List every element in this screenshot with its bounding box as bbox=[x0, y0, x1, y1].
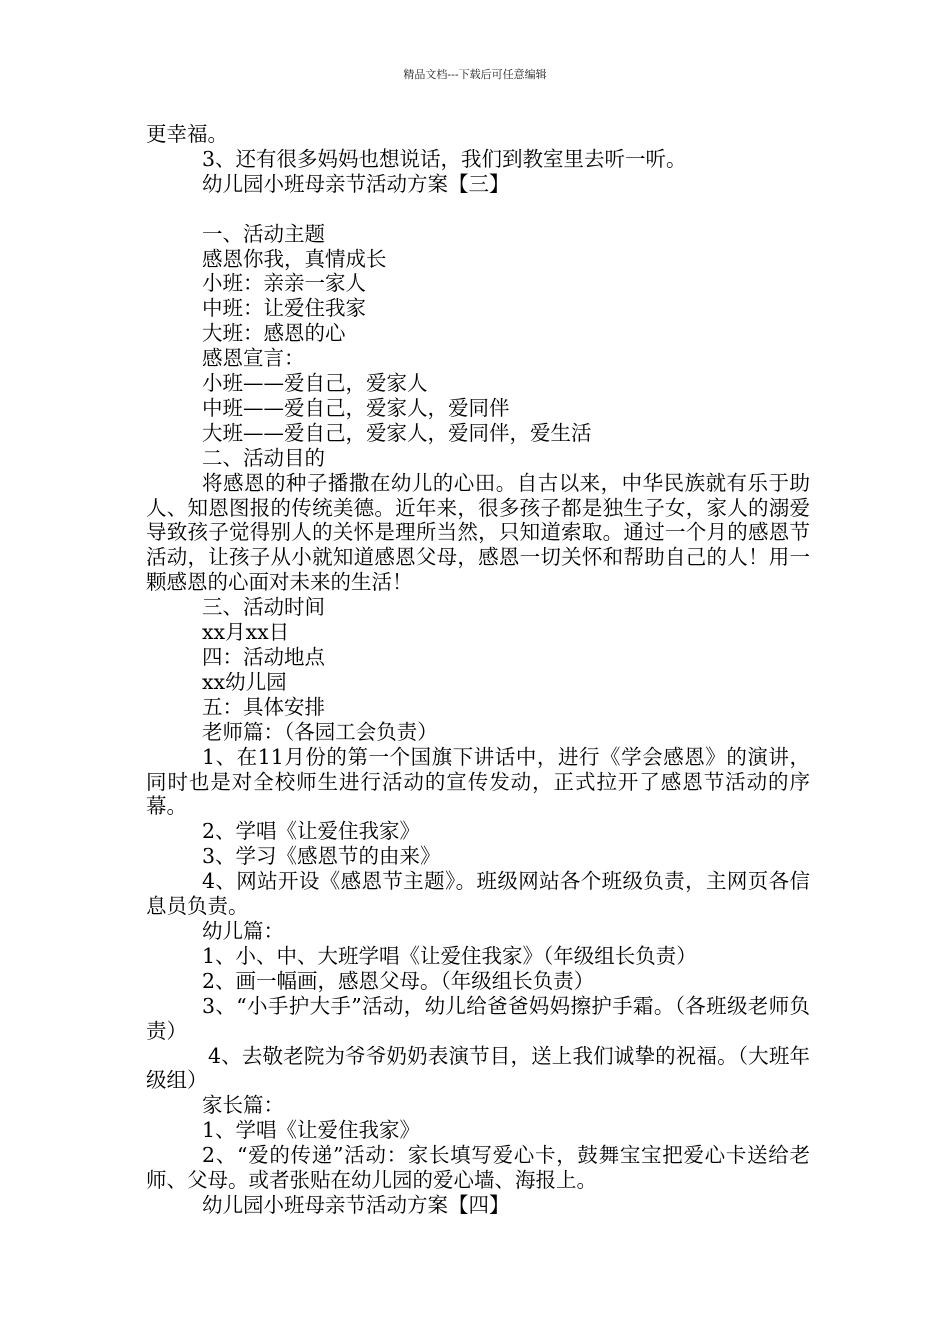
paragraph: xx幼儿园 bbox=[202, 669, 287, 694]
paragraph: 1、小、中、大班学唱《让爱住我家》（年级组长负责） bbox=[202, 943, 697, 968]
paragraph: 4、去敬老院为爷爷奶奶表演节目，送上我们诚挚的祝福。（大班年级组） bbox=[146, 1043, 810, 1093]
paragraph: 2、画一幅画，感恩父母。（年级组长负责） bbox=[202, 968, 595, 993]
paragraph: 大班——爱自己，爱家人，爱同伴，爱生活 bbox=[202, 420, 592, 445]
paragraph: 2、学唱《让爱住我家》 bbox=[202, 819, 421, 844]
blank-line bbox=[146, 197, 810, 222]
paragraph: 老师篇：（各园工会负责） bbox=[202, 719, 438, 744]
document-body bbox=[146, 122, 810, 1218]
section-heading: 三、活动时间 bbox=[202, 595, 325, 620]
paragraph: 中班：让爱住我家 bbox=[202, 296, 366, 321]
page-header: 精品文档---下载后可任意编辑 bbox=[403, 68, 547, 81]
section-heading: 四：活动地点 bbox=[202, 645, 325, 670]
paragraph: 家长篇： bbox=[202, 1093, 284, 1118]
paragraph: 将感恩的种子播撒在幼儿的心田。自古以来，中华民族就有乐于助人、知恩图报的传统美德。近年来，很多孩子都是独生子女，家人的溺爱导致孩子觉得别人的关怀是理所当然，只知道索取。通过一个月的感恩节活动，让孩子从小就知道感恩父母，感恩一切关怀和帮助自己的人！用一颗感恩的心面对未来的生活！ bbox=[146, 470, 810, 595]
paragraph: 幼儿篇： bbox=[202, 918, 284, 943]
section-heading: 一、活动主题 bbox=[202, 221, 325, 246]
paragraph: 感恩宣言： bbox=[202, 346, 305, 371]
paragraph: 更幸福。 bbox=[146, 122, 228, 146]
section-title: 幼儿园小班母亲节活动方案【四】 bbox=[202, 1192, 510, 1217]
paragraph: 中班——爱自己，爱家人，爱同伴 bbox=[202, 395, 510, 420]
paragraph: 4、网站开设《感恩节主题》。班级网站各个班级负责，主网页各信息员负责。 bbox=[146, 869, 810, 919]
paragraph: 小班——爱自己，爱家人 bbox=[202, 371, 428, 396]
paragraph: 3、还有很多妈妈也想说话，我们到教室里去听一听。 bbox=[202, 146, 687, 171]
paragraph: 1、学唱《让爱住我家》 bbox=[202, 1118, 421, 1143]
paragraph: 小班：亲亲一家人 bbox=[202, 271, 366, 296]
section-heading: 五：具体安排 bbox=[202, 694, 325, 719]
paragraph: 3、“小手护大手”活动，幼儿给爸爸妈妈擦护手霜。（各班级老师负责） bbox=[146, 993, 810, 1043]
paragraph: xx月xx日 bbox=[202, 620, 290, 645]
section-title: 幼儿园小班母亲节活动方案【三】 bbox=[202, 171, 510, 196]
paragraph: 感恩你我，真情成长 bbox=[202, 246, 387, 271]
section-heading: 二、活动目的 bbox=[202, 445, 325, 470]
paragraph: 3、学习《感恩节的由来》 bbox=[202, 844, 441, 869]
paragraph: 1、在11月份的第一个国旗下讲话中，进行《学会感恩》的演讲，同时也是对全校师生进行活动的宣传发动，正式拉开了感恩节活动的序幕。 bbox=[146, 744, 810, 819]
paragraph: 大班：感恩的心 bbox=[202, 321, 346, 346]
paragraph: 2、“爱的传递”活动：家长填写爱心卡，鼓舞宝宝把爱心卡送给老师、父母。或者张贴在幼儿园的爱心墙、海报上。 bbox=[146, 1143, 810, 1193]
